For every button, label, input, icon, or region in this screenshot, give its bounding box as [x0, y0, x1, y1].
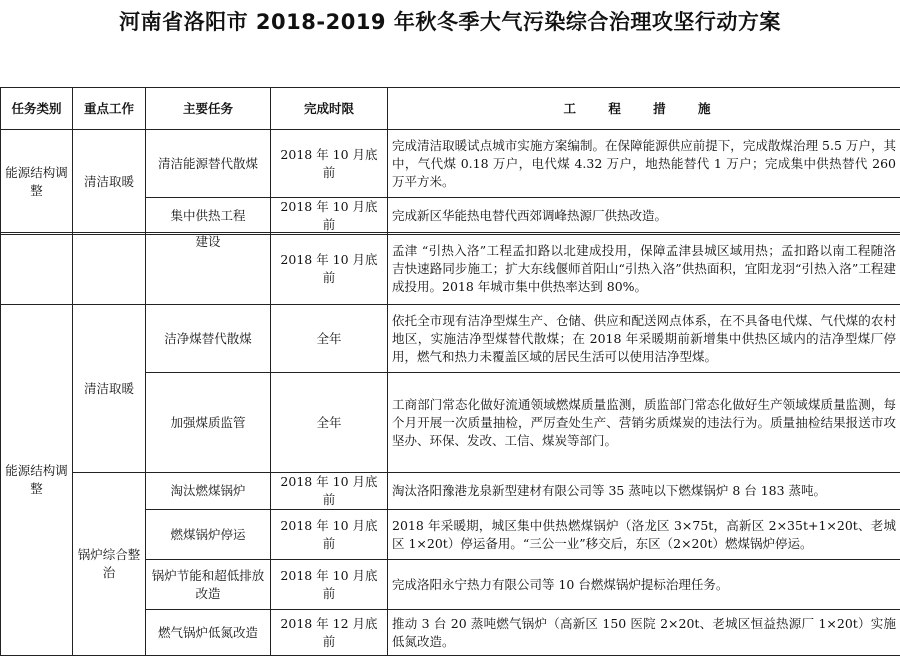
- time-cell: 2018 年 12 月底前: [271, 610, 388, 656]
- header-focus: 重点工作: [73, 88, 146, 130]
- time-cell: 全年: [271, 373, 388, 473]
- measures-cell: 完成新区华能热电替代西郊调峰热源厂供热改造。: [388, 198, 900, 235]
- action-plan-table-top: [0, 87, 900, 235]
- table-header-row: [1, 88, 900, 130]
- focus-cell-empty: [73, 233, 146, 305]
- table-row: [1, 130, 900, 198]
- time-cell: 全年: [271, 305, 388, 373]
- category-cell: 能源结构调整: [1, 130, 73, 235]
- header-category: 任务类别: [1, 88, 73, 130]
- task-cell: 锅炉节能和超低排放改造: [146, 560, 271, 610]
- action-plan-table-continued: [0, 232, 900, 656]
- time-cell: 2018 年 10 月底前: [271, 473, 388, 510]
- category-cell-empty: [1, 233, 73, 305]
- measures-cell: 2018 年采暖期，城区集中供热燃煤锅炉（洛龙区 3×75t，高新区 2×35t+1×20t、老城区 1×20t）停运备用。“三公一业”移交后，东区（2×20t）燃煤锅炉停运。: [388, 510, 900, 560]
- focus-cell: 锅炉综合整治: [73, 473, 146, 656]
- measures-cell: 推动 3 台 20 蒸吨燃气锅炉（高新区 150 医院 2×20t、老城区恒益热源厂 1×20t）实施低氮改造。: [388, 610, 900, 656]
- category-cell: 能源结构调整: [1, 305, 73, 656]
- table-row: [1, 473, 900, 510]
- table-row: [1, 233, 900, 305]
- focus-cell: 清洁取暖: [73, 130, 146, 235]
- measures-cell: 依托全市现有洁净型煤生产、仓储、供应和配送网点体系，在不具备电代煤、气代煤的农村地区，实施洁净型煤替代散煤；在 2018 年采暖期前新增集中供热区域内的洁净型煤厂停用，燃气和热力未覆盖区域的居民生活可以使用洁净型煤。: [388, 305, 900, 373]
- time-cell: 2018 年 10 月底前: [271, 510, 388, 560]
- document-title: 河南省洛阳市 2018-2019 年秋冬季大气污染综合治理攻坚行动方案: [0, 6, 900, 36]
- time-cell: 2018 年 10 月底前: [271, 130, 388, 198]
- task-cell: 燃煤锅炉停运: [146, 510, 271, 560]
- task-cell: 清洁能源替代散煤: [146, 130, 271, 198]
- task-cell: 洁净煤替代散煤: [146, 305, 271, 373]
- task-cell: 加强煤质监管: [146, 373, 271, 473]
- header-measures: 工 程 措 施: [388, 88, 900, 130]
- time-cell: 2018 年 10 月底前: [271, 560, 388, 610]
- time-cell: 2018 年 10 月底前: [271, 233, 388, 305]
- task-cell: 燃气锅炉低氮改造: [146, 610, 271, 656]
- header-time: 完成时限: [271, 88, 388, 130]
- header-task: 主要任务: [146, 88, 271, 130]
- measures-cell: 工商部门常态化做好流通领域燃煤质量监测，质监部门常态化做好生产领域煤质量监测，每个月开展一次质量抽检，严厉查处生产、营销劣质煤炭的违法行为。质量抽检结果报送市攻坚办、环保、发改、工信、煤炭等部门。: [388, 373, 900, 473]
- measures-cell: 孟津 “引热入洛”工程孟扣路以北建成投用，保障孟津县城区域用热；孟扣路以南工程随洛吉快速路同步施工；扩大东线偃师首阳山“引热入洛”供热面积，宜阳龙羽“引热入洛”工程建成投用。2018 年城市集中供热率达到 80%。: [388, 233, 900, 305]
- table-row: [1, 305, 900, 373]
- measures-cell: 淘汰洛阳豫港龙泉新型建材有限公司等 35 蒸吨以下燃煤锅炉 8 台 183 蒸吨。: [388, 473, 900, 510]
- measures-cell: 完成清洁取暖试点城市实施方案编制。在保障能源供应前提下，完成散煤治理 5.5 万户，其中，气代煤 0.18 万户，电代煤 4.32 万户，地热能替代 1 万户；完成集中供热替代 260 万平方米。: [388, 130, 900, 198]
- time-cell: 2018 年 10 月底前: [271, 198, 388, 235]
- task-cell: 建设: [146, 233, 271, 305]
- measures-cell: 完成洛阳永宁热力有限公司等 10 台燃煤锅炉提标治理任务。: [388, 560, 900, 610]
- task-cell: 淘汰燃煤锅炉: [146, 473, 271, 510]
- task-cell: 集中供热工程: [146, 198, 271, 235]
- focus-cell: 清洁取暖: [73, 305, 146, 473]
